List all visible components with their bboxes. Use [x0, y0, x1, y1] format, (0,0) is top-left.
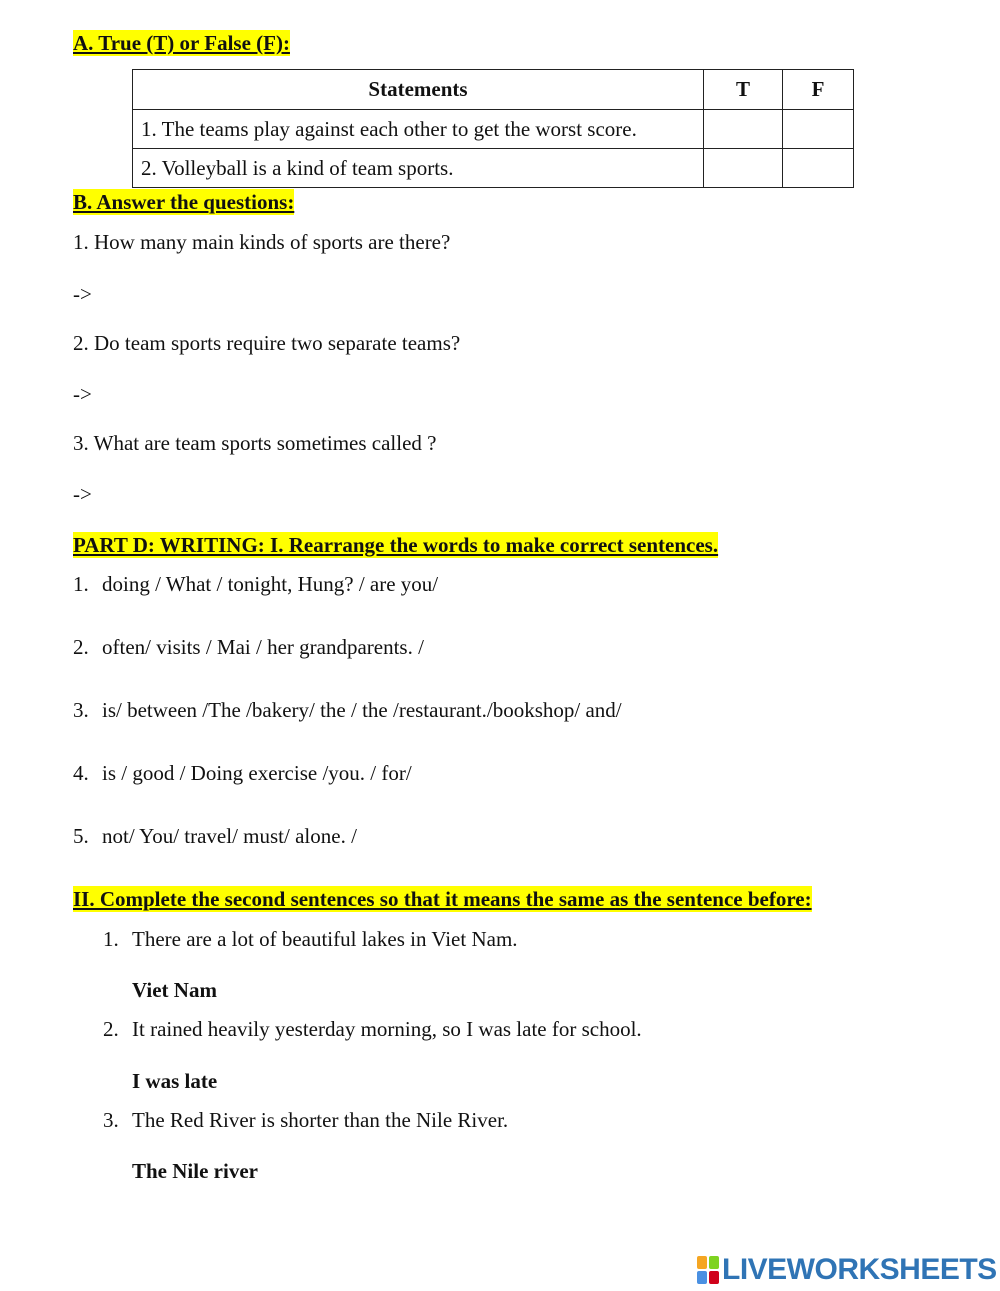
- logo-text: LIVEWORKSHEETS: [722, 1253, 997, 1286]
- item-sentence: There are a lot of beautiful lakes in Viet Nam.: [132, 927, 518, 951]
- item-number: 5.: [73, 824, 89, 848]
- table-header-row: [133, 70, 854, 110]
- sentence-start-2[interactable]: I was late: [132, 1069, 218, 1093]
- part-d-title: PART D: WRITING: I. Rearrange the words to make correct sentences.: [73, 533, 719, 557]
- statement-cell: 1. The teams play against each other to get the worst score.: [133, 110, 704, 149]
- question-3: 3. What are team sports sometimes called ?: [73, 431, 437, 455]
- item-text: not/ You/ travel/ must/ alone. /: [102, 824, 357, 848]
- false-header: F: [783, 70, 854, 110]
- item-number: 2.: [73, 635, 89, 659]
- true-false-table: [132, 69, 854, 188]
- sentence-start-1[interactable]: Viet Nam: [132, 978, 217, 1002]
- item-text: is/ between /The /bakery/ the / the /restaurant./bookshop/ and/: [102, 698, 622, 722]
- question-1: 1. How many main kinds of sports are there?: [73, 230, 451, 254]
- rearrange-item-1: [73, 571, 439, 597]
- liveworksheets-logo: [697, 1253, 997, 1287]
- part-ii-title: II. Complete the second sentences so that it means the same as the sentence before:: [73, 887, 812, 911]
- item-text: doing / What / tonight, Hung? / are you/: [102, 572, 439, 596]
- answer-arrow-3[interactable]: ->: [73, 482, 92, 506]
- section-a-title: A. True (T) or False (F):: [73, 31, 290, 55]
- table-row: [133, 149, 854, 188]
- question-2: 2. Do team sports require two separate teams?: [73, 331, 461, 355]
- true-answer-box[interactable]: [704, 110, 783, 149]
- rearrange-item-2: [73, 634, 424, 660]
- rearrange-item-4: [73, 760, 412, 786]
- sentence-start-3[interactable]: The Nile river: [132, 1159, 258, 1183]
- item-text: often/ visits / Mai / her grandparents. /: [102, 635, 424, 659]
- table-row: [133, 110, 854, 149]
- item-number: 4.: [73, 761, 89, 785]
- answer-arrow-1[interactable]: ->: [73, 282, 92, 306]
- section-b-title: B. Answer the questions:: [73, 190, 295, 214]
- logo-mark-icon: [697, 1256, 719, 1284]
- true-answer-box[interactable]: [704, 149, 783, 188]
- rearrange-item-3: [73, 697, 622, 723]
- answer-arrow-2[interactable]: ->: [73, 382, 92, 406]
- statement-cell: 2. Volleyball is a kind of team sports.: [133, 149, 704, 188]
- item-number: 3.: [73, 698, 89, 722]
- item-number: 3.: [103, 1108, 119, 1132]
- false-answer-box[interactable]: [783, 149, 854, 188]
- item-number: 1.: [103, 927, 119, 951]
- rearrange-item-5: [73, 823, 357, 849]
- true-header: T: [704, 70, 783, 110]
- complete-item-2: [103, 1016, 642, 1042]
- item-number: 1.: [73, 572, 89, 596]
- complete-item-3: [103, 1107, 509, 1133]
- statements-header: Statements: [133, 70, 704, 110]
- item-number: 2.: [103, 1017, 119, 1041]
- complete-item-1: [103, 926, 518, 952]
- item-sentence: It rained heavily yesterday morning, so I was late for school.: [132, 1017, 642, 1041]
- item-text: is / good / Doing exercise /you. / for/: [102, 761, 412, 785]
- false-answer-box[interactable]: [783, 110, 854, 149]
- item-sentence: The Red River is shorter than the Nile River.: [132, 1108, 509, 1132]
